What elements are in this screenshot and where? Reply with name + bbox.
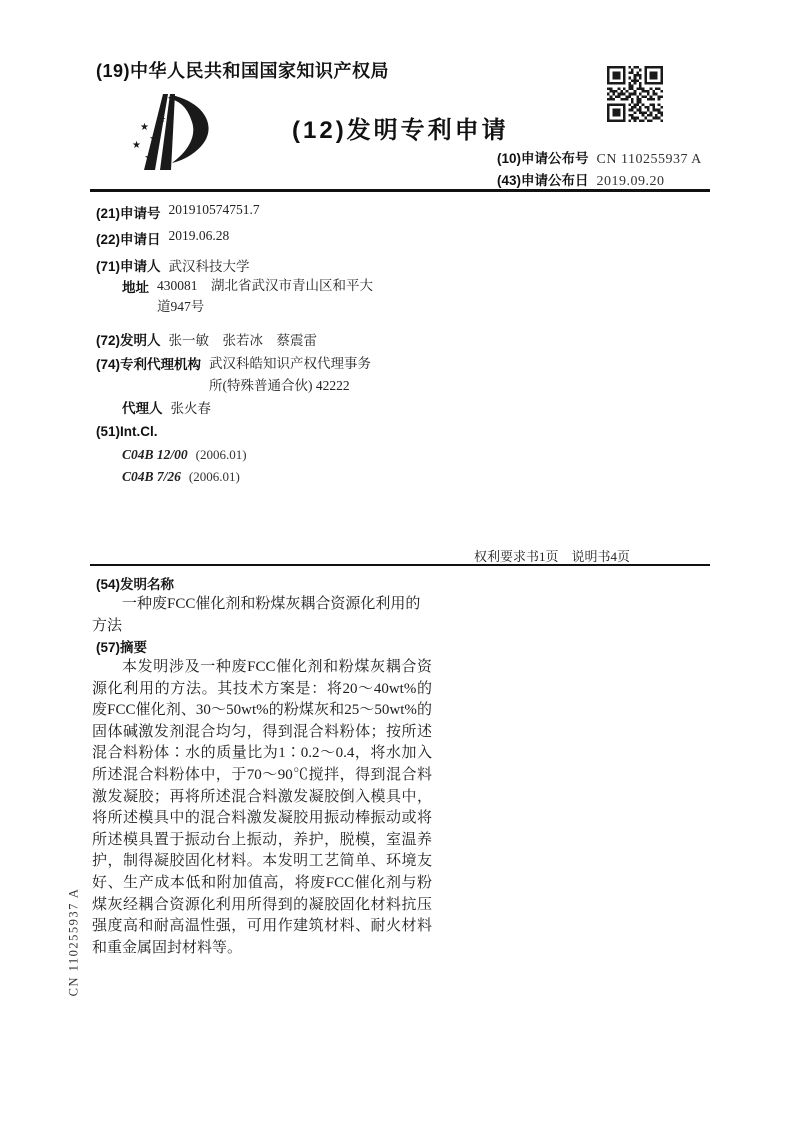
qr-code-icon: [607, 66, 663, 122]
header-divider: [90, 189, 710, 192]
intcl-code-row: [96, 469, 240, 485]
svg-text:★: ★: [158, 114, 167, 124]
vertical-publication-id: CN 110255937 A: [66, 887, 81, 997]
intcl-label: (51)Int.Cl.: [96, 424, 158, 439]
address-value: 430081 湖北省武汉市青山区和平大道947号: [157, 278, 373, 314]
application-date-value: 2019.06.28: [168, 228, 230, 243]
intcl-code-1: C04B 12/00: [122, 447, 188, 462]
publication-number-row: [497, 147, 702, 168]
publication-date-row: [497, 169, 665, 190]
invention-title: 一种废FCC催化剂和粉煤灰耦合资源化利用的方法: [92, 596, 421, 634]
invention-title-label: (54)发明名称: [96, 577, 175, 592]
publication-date-label: (43)申请公布日: [497, 173, 589, 188]
applicant-label: (71)申请人: [96, 259, 161, 274]
applicant-value: 武汉科技大学: [168, 259, 250, 274]
applicant-address-row: [96, 276, 379, 317]
document-type-title: (12)发明专利申请: [292, 117, 509, 144]
agent-row: [96, 397, 211, 417]
agent-value: 张火春: [170, 401, 211, 416]
agent-label: 代理人: [122, 401, 163, 416]
inventors-value: 张一敏 张若冰 蔡震雷: [168, 333, 318, 348]
office-name: (19)中华人民共和国国家知识产权局: [96, 61, 390, 81]
address-label: 地址: [122, 280, 149, 295]
svg-text:★: ★: [132, 140, 141, 151]
intcl-code-2: C04B 7/26: [122, 469, 181, 484]
application-date-row: [96, 228, 229, 248]
svg-text:★: ★: [140, 122, 149, 133]
applicant-row: [96, 255, 250, 275]
inventors-row: [96, 329, 317, 349]
application-number-value: 201910574751.7: [168, 202, 260, 217]
agency-row: [96, 353, 377, 396]
intcl-row: [96, 424, 158, 439]
application-number-label: (21)申请号: [96, 206, 161, 221]
publication-date-value: 2019.09.20: [596, 174, 665, 189]
intcl-version-1: (2006.01): [195, 447, 247, 462]
intcl-version-2: (2006.01): [188, 469, 240, 484]
inventors-label: (72)发明人: [96, 333, 161, 348]
publication-number-value: CN 110255937 A: [596, 152, 702, 167]
section-divider: [90, 564, 710, 566]
svg-text:★: ★: [149, 131, 161, 146]
abstract-text: 本发明涉及一种废FCC催化剂和粉煤灰耦合资源化利用的方法。其技术方案是：将20～40wt%的废FCC催化剂、30～50wt%的粉煤灰和25～50wt%的固体碱激发剂混合均匀，得到混合料粉体；按所述混合料粉体∶水的质量比为1∶0.2～0.4，将水加入所述混合料粉体中，于70～90℃搅拌，得到混合料激发凝胶；再将所述混合料激发凝胶倒入模具中，将所述模具中的混合料激发凝胶用振动棒振动或将所述模具置于振动台上振动，养护，脱模，室温养护，制得凝胶固化材料。本发明工艺简单、环境友好、生产成本低和附加值高，将废FCC催化剂与粉煤灰经耦合资源化利用所得到的凝胶固化材料抗压强度高和耐高温性强，可用作建筑材料、耐火材料和重金属固封材料等。: [92, 659, 432, 956]
cnipa-logo-icon: [114, 88, 236, 186]
agency-label: (74)专利代理机构: [96, 357, 202, 372]
application-number-row: [96, 202, 260, 222]
application-date-label: (22)申请日: [96, 232, 161, 247]
publication-number-label: (10)申请公布号: [497, 151, 589, 166]
pages-info: 权利要求书1页 说明书4页: [473, 549, 630, 564]
agency-value: 武汉科皓知识产权代理事务所(特殊普通合伙) 42222: [209, 356, 372, 393]
intcl-code-row: [96, 447, 247, 463]
abstract-label: (57)摘要: [96, 640, 148, 655]
svg-text:★: ★: [144, 150, 156, 165]
